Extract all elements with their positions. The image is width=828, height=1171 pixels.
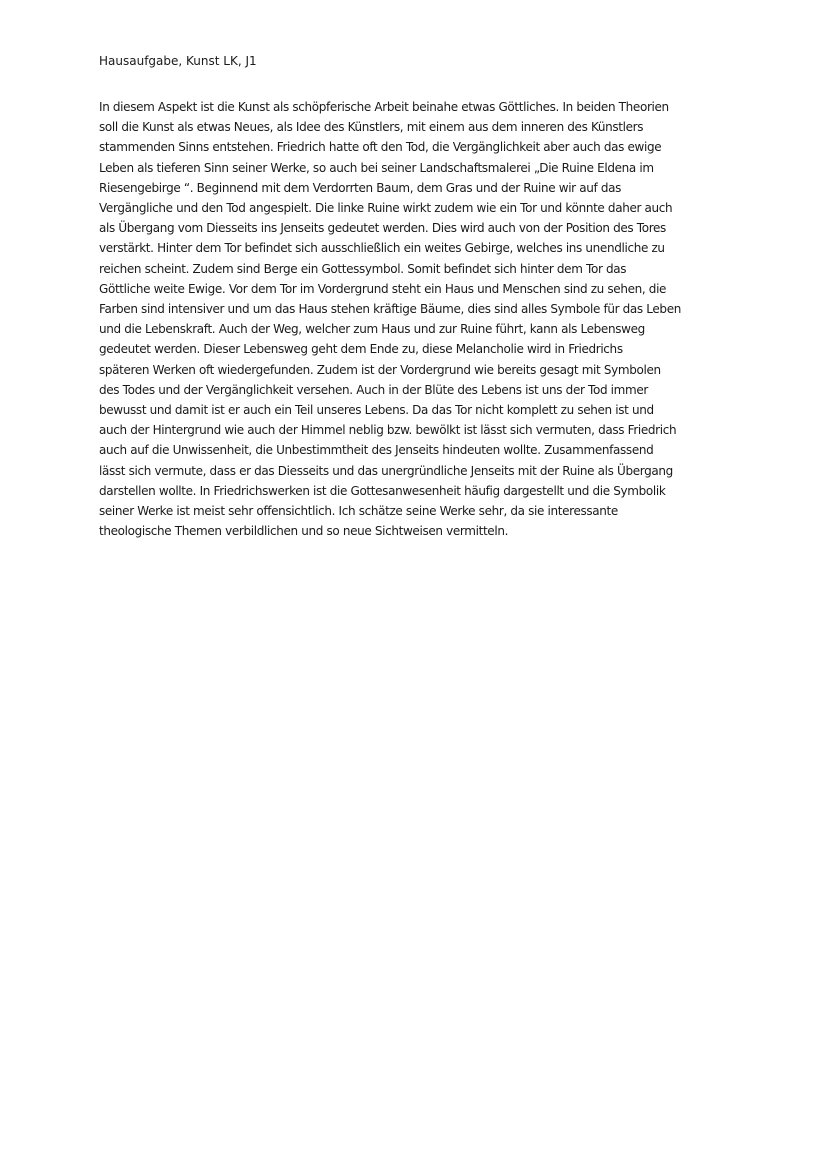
body-line: als Übergang vom Diesseits ins Jenseits gedeutet werden. Dies wird auch von der Position des Tores <box>99 221 666 236</box>
body-line: auch auf die Unwissenheit, die Unbestimmtheit des Jenseits hindeuten wollte. Zusammenfassend <box>99 443 654 458</box>
body-line: Riesengebirge “. Beginnend mit dem Verdorrten Baum, dem Gras und der Ruine wir auf das <box>99 180 621 195</box>
body-line: soll die Kunst als etwas Neues, als Idee des Künstlers, mit einem aus dem inneren des Künstlers <box>99 120 644 135</box>
body-line: bewusst und damit ist er auch ein Teil unseres Lebens. Da das Tor nicht komplett zu sehen ist und <box>99 403 654 418</box>
body-line: des Todes und der Vergänglichkeit versehen. Auch in der Blüte des Lebens ist uns der Tod immer <box>99 382 648 397</box>
body-line: Farben sind intensiver und um das Haus stehen kräftige Bäume, dies sind alles Symbole für das Leben <box>99 302 681 317</box>
body-line: stammenden Sinns entstehen. Friedrich hatte oft den Tod, die Vergänglichkeit aber auch das ewige <box>99 140 662 155</box>
body-line: späteren Werken oft wiedergefunden. Zudem ist der Vordergrund wie bereits gesagt mit Symbolen <box>99 362 661 377</box>
body-line: theologische Themen verbildlichen und so neue Sichtweisen vermitteln. <box>99 524 509 539</box>
document-body <box>99 97 739 541</box>
body-line: und die Lebenskraft. Auch der Weg, welcher zum Haus und zur Ruine führt, kann als Lebensweg <box>99 322 645 337</box>
body-line: verstärkt. Hinter dem Tor befindet sich ausschließlich ein weites Gebirge, welches ins unendliche zu <box>99 241 665 256</box>
body-line: auch der Hintergrund wie auch der Himmel neblig bzw. bewölkt ist lässt sich vermuten, dass Friedrich <box>99 423 677 438</box>
body-line: reichen scheint. Zudem sind Berge ein Gottessymbol. Somit befindet sich hinter dem Tor das <box>99 261 627 276</box>
document-header: Hausaufgabe, Kunst LK, J1 <box>99 54 257 68</box>
body-line: Göttliche weite Ewige. Vor dem Tor im Vordergrund steht ein Haus und Menschen sind zu sehen, die <box>99 281 667 296</box>
body-line: seiner Werke ist meist sehr offensichtlich. Ich schätze seine Werke sehr, da sie interessante <box>99 504 618 519</box>
body-line: lässt sich vermute, dass er das Diesseits und das unergründliche Jenseits mit der Ruine als Übergang <box>99 463 673 478</box>
body-line: Leben als tieferen Sinn seiner Werke, so auch bei seiner Landschaftsmalerei „Die Ruine Eldena im <box>99 160 654 175</box>
body-line: In diesem Aspekt ist die Kunst als schöpferische Arbeit beinahe etwas Göttliches. In beiden Theorien <box>99 100 669 114</box>
body-line: darstellen wollte. In Friedrichswerken ist die Gottesanwesenheit häufig dargestellt und die Symbolik <box>99 483 666 498</box>
body-line: Vergängliche und den Tod angespielt. Die linke Ruine wirkt zudem wie ein Tor und könnte daher auch <box>99 201 673 216</box>
body-line: gedeutet werden. Dieser Lebensweg geht dem Ende zu, diese Melancholie wird in Friedrichs <box>99 342 623 357</box>
